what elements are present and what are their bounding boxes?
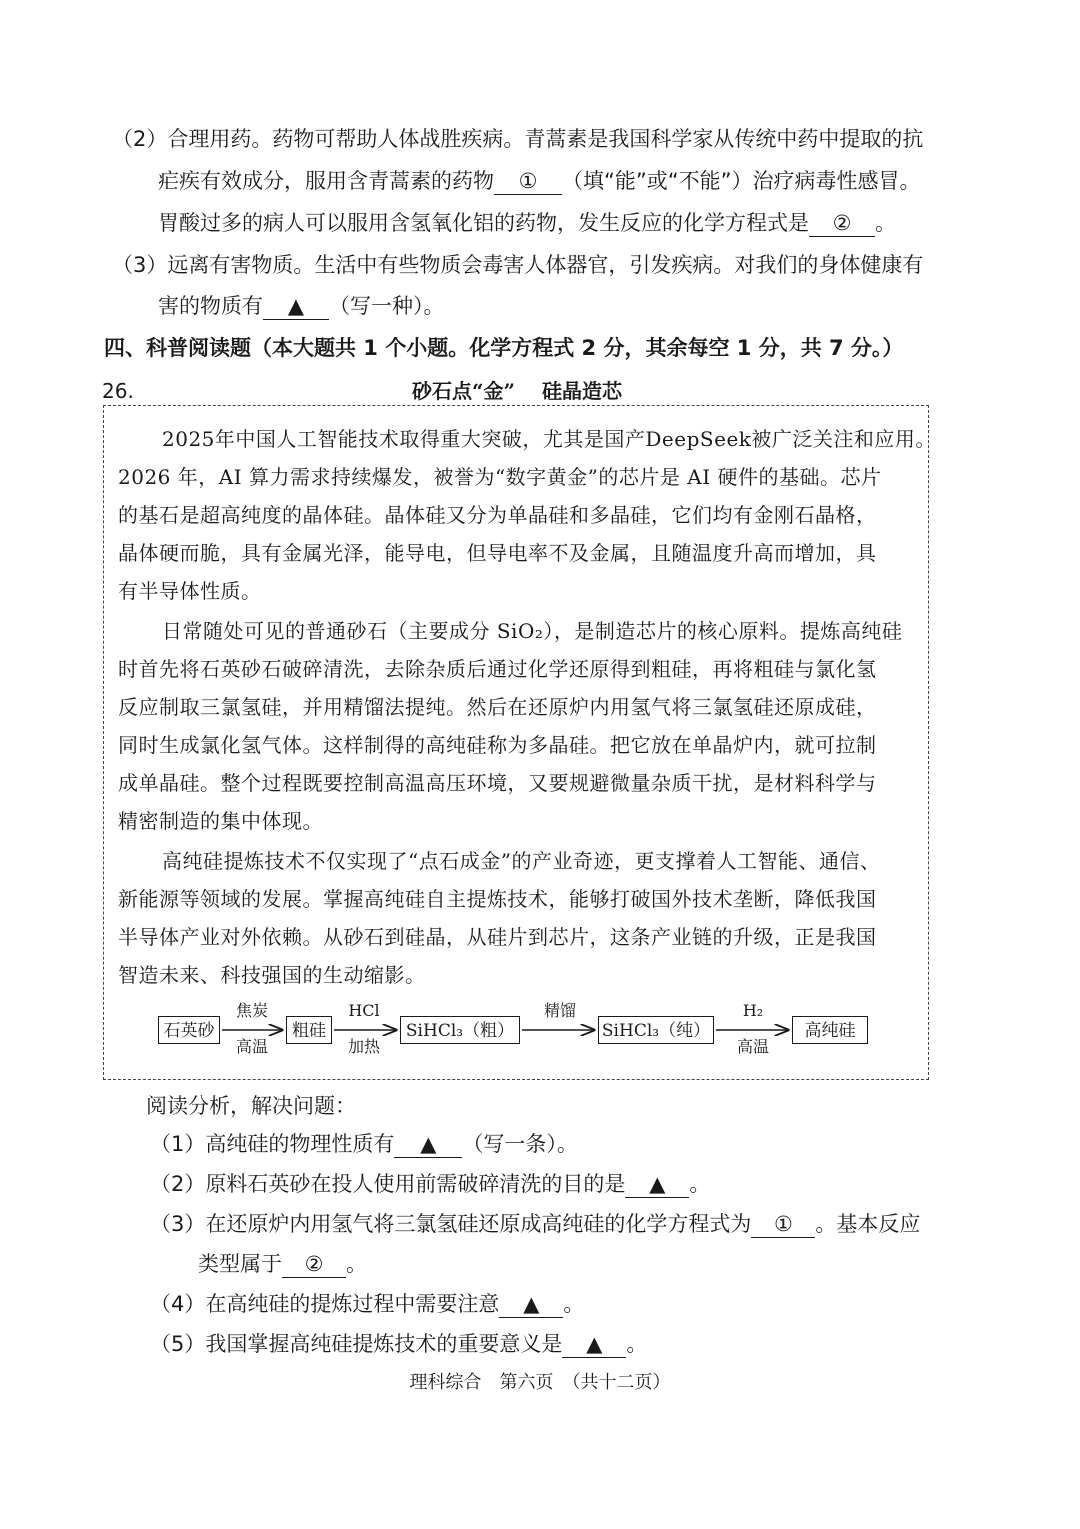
flow-arrows — [104, 406, 928, 1079]
flow-label: 焦炭 — [235, 1001, 268, 1020]
q3-line-2 — [158, 291, 445, 321]
q2-text-pre: 疟疾有效成分，服用含青蒿素的药物 — [158, 169, 494, 193]
article-line: 同时生成氯化氢气体。这样制得的高纯硅称为多晶硅。把它放在单晶炉内，就可拉制 — [118, 733, 877, 757]
sub2-text-post: 。 — [689, 1172, 711, 1196]
article-line: 有半导体性质。 — [118, 579, 262, 603]
q3-text-post: （写一种）。 — [329, 294, 445, 318]
answer-blank-8[interactable]: ▲ — [499, 1291, 563, 1318]
flow-label: 高温 — [736, 1037, 769, 1056]
answer-blank-6[interactable]: ① — [751, 1211, 815, 1238]
article-line: 时首先将石英砂石破碎清洗，去除杂质后通过化学还原得到粗硅，再将粗硅与氯化氢 — [118, 657, 877, 681]
q3-line-1 — [112, 250, 923, 280]
q3-text: （3）远离有害物质。生活中有些物质会毒害人体器官，引发疾病。对我们的身体健康有 — [112, 253, 924, 277]
answer-blank-3[interactable]: ▲ — [263, 293, 329, 320]
q2-line-2 — [158, 166, 921, 196]
sub-question-3-line-2 — [198, 1249, 367, 1279]
sub3-text-2: 类型属于 — [198, 1252, 282, 1276]
article-line: 成单晶硅。整个过程既要控制高温高压环境，又要规避微量杂质干扰，是材料科学与 — [118, 771, 877, 795]
flow-label: HCl — [348, 1001, 380, 1020]
article-line: 日常随处可见的普通砂石（主要成分 SiO₂），是制造芯片的核心原料。提炼高纯硅 — [162, 619, 903, 643]
article-line: 反应制取三氯氢硅，并用精馏法提纯。然后在还原炉内用氢气将三氯氢硅还原成硅， — [118, 695, 877, 719]
sub-question-2 — [150, 1169, 710, 1199]
sub1-text: （1）高纯硅的物理性质有 — [150, 1132, 395, 1156]
flow-box-sihcl3-crude: SiHCl₃（粗） — [400, 1016, 520, 1044]
article-line: 的基石是超高纯度的晶体硅。晶体硅又分为单晶硅和多晶硅，它们均有金刚石晶格， — [118, 503, 877, 527]
flow-box-sihcl3-pure: SiHCl₃（纯） — [598, 1016, 714, 1044]
answer-blank-7[interactable]: ② — [282, 1251, 346, 1278]
reading-prompt: 阅读分析，解决问题： — [146, 1094, 356, 1118]
sub5-text: （5）我国掌握高纯硅提炼技术的重要意义是 — [150, 1332, 563, 1356]
page-footer: 理科综合 第六页 （共十二页） — [409, 1372, 671, 1393]
sub5-text-post: 。 — [626, 1332, 648, 1356]
q2-line-1 — [112, 124, 923, 154]
q2-text-post: （填“能”或“不能”）治疗病毒性感冒。 — [562, 169, 921, 193]
q2-text-post-2: 。 — [875, 211, 896, 235]
sub-question-1 — [150, 1129, 578, 1159]
sub-question-4 — [150, 1289, 584, 1319]
article-line: 半导体产业对外依赖。从砂石到硅晶，从硅片到芯片，这条产业链的升级，正是我国 — [118, 925, 877, 949]
sub-question-3 — [150, 1209, 920, 1239]
sub1-text-post: （写一条）。 — [462, 1132, 578, 1156]
article-line: 2026 年，AI 算力需求持续爆发，被誉为“数字黄金”的芯片是 AI 硬件的基础。芯片 — [118, 465, 882, 489]
flow-box-crude-silicon: 粗硅 — [286, 1016, 332, 1044]
flow-label: H₂ — [742, 1001, 764, 1020]
article-line: 晶体硬而脆，具有金属光泽，能导电，但导电率不及金属，且随温度升高而增加，具 — [118, 541, 877, 565]
q2-line-3 — [158, 208, 896, 238]
article-line: 2025年中国人工智能技术取得重大突破，尤其是国产DeepSeek被广泛关注和应用。 — [162, 427, 936, 451]
q2-text: （2）合理用药。药物可帮助人体战胜疾病。青蒿素是我国科学家从传统中药中提取的抗 — [112, 127, 924, 151]
article-line: 智造未来、科技强国的生动缩影。 — [118, 963, 426, 987]
answer-blank-4[interactable]: ▲ — [394, 1131, 462, 1158]
article-line: 精密制造的集中体现。 — [118, 809, 323, 833]
question-number: 26. — [102, 379, 134, 403]
article-box — [103, 405, 936, 1080]
sub3-text-post-2: 。 — [346, 1252, 367, 1276]
article-title: 砂石点“金” 硅晶造芯 — [412, 379, 622, 403]
answer-blank-1[interactable]: ① — [494, 168, 562, 195]
q2-text-pre-2: 胃酸过多的病人可以服用含氢氧化铝的药物，发生反应的化学方程式是 — [158, 211, 809, 235]
answer-blank-2[interactable]: ② — [809, 210, 875, 237]
sub2-text: （2）原料石英砂在投人使用前需破碎清洗的目的是 — [150, 1172, 626, 1196]
section-4-heading: 四、科普阅读题（本大题共 1 个小题。化学方程式 2 分，其余每空 1 分，共 7 分。） — [104, 336, 904, 360]
answer-blank-5[interactable]: ▲ — [625, 1171, 689, 1198]
answer-blank-9[interactable]: ▲ — [562, 1331, 626, 1358]
sub4-text-post: 。 — [563, 1292, 585, 1316]
sub3-text-mid: 。基本反应 — [815, 1212, 921, 1236]
q3-text-pre: 害的物质有 — [158, 294, 263, 318]
flow-label: 加热 — [347, 1037, 380, 1056]
sub3-text: （3）在还原炉内用氢气将三氯氢硅还原成高纯硅的化学方程式为 — [150, 1212, 752, 1236]
article-line: 高纯硅提炼技术不仅实现了“点石成金”的产业奇迹，更支撑着人工智能、通信、 — [162, 849, 881, 873]
sub-question-5 — [150, 1329, 647, 1359]
flow-label: 精馏 — [543, 1001, 576, 1020]
sub4-text: （4）在高纯硅的提炼过程中需要注意 — [150, 1292, 500, 1316]
flow-box-high-purity-silicon: 高纯硅 — [792, 1016, 868, 1044]
flow-label: 高温 — [235, 1037, 268, 1056]
article-line: 新能源等领域的发展。掌握高纯硅自主提炼技术，能够打破国外技术垄断，降低我国 — [118, 887, 877, 911]
flow-box-quartz-sand: 石英砂 — [158, 1016, 220, 1044]
question-26-header — [102, 376, 932, 406]
